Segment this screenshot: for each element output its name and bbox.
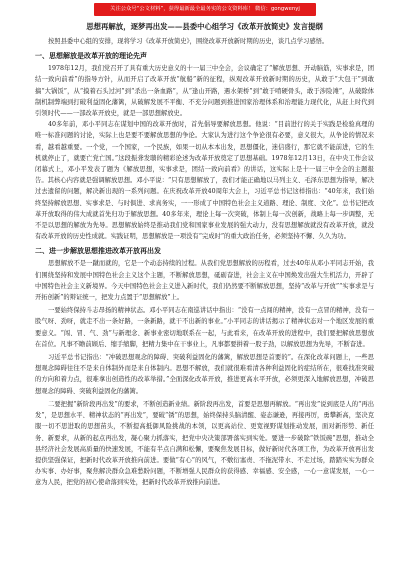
document-page [35,18,374,576]
section-2-paragraph: 二要把握“新阶段再出发”的要求，不断创造新业绩。新阶段再出发，首要是思想再解放。“再出发”说到底是人的“再出发”，是思想水平、精神状态的“再出发”，要破“锈”的思想，始终保持头脑清醒、姿态谦逊，再接再厉，勇攀新高，坚决克服一切不思进取的思想苗头，不断提高抵御风险挑战的本领，以更高站位、更宽视野谋划推动发展，面对新形势、新任务、新要求，从新的起点再出发，凝心聚力抓落实，把党中央决策部署落实到实处。要进一步破除“铁饭碗”思想，推动全县经济社会发展高质量的快速发展，不能有半点自满和松懈，要聚焦发展目标，做好新时代各项工作，为改革开放再出发提供坚强保证，把新时代改革开放推向前进。要做“有心”的风气，不敷衍塞责、不拖泥带水、不走过场，踏踏实实为群众办实事、办好事，聚焦解决群众急难愁盼问题，不断增强人民群众的获得感、幸福感、安全感，一心一意谋发展，一心一意为人民，把党的初心使命落到实处，把新时代改革开放推向前进。 [35,400,374,487]
section-1-paragraph: 40多年前，邓小平同志在谋划中国的改革开放时，首先倡导要解放思想。他说：“目前进行的关于实践是检验真理的唯一标准问题的讨论，实际上也是要不要解放思想的争论。大家认为进行这个争论很有必要，意义很大，从争论的情况来看，越看越重要。一个党，一个国家，一个民族，如果一切从本本出发，思想僵化，迷信盛行，那它就不能前进，它的生机就停止了，就要亡党亡国。”这段振聋发聩的精彩论述为改革开放奠定了思想基础。1978年12月13日，在中央工作会议闭幕式上，邓小平发表了题为《解放思想，实事求是，团结一致向前看》的讲话，这实际上是十一届三中全会的主题报告。其核心内容就是强调解放思想。邓小平说：“只有思想解放了，我们才能正确地以马列主义、毛泽东思想为指导，解决过去遗留的问题，解决新出现的一系列问题。在庆祝改革开放40周年大会上，习近平总书记这样指出：“40年来，我们始终坚持解放思想、实事求是、与时俱进、求真务实，一一形成了中国特色社会主义道路、理论、制度、文化”。总书记把改革开放取得的伟大成就首先归功于解放思想。40多年来，理论上每一次突破，体制上每一次创新，战略上每一步调整，无不是以思想的解放为先导。思想解放始终是推动我们党和国家事业发展的强大动力，没有思想解放就没有改革开放，就没有改革开放的历史性成就。实践证明，思想解放是一项没有“完成时”的重大政治任务，必须坚持不懈、久久为功。 [35,121,374,241]
section-2-paragraph: 思想解放不是一蹴而就的，它是一个动态持续的过程。从我们党思想解放的历程看，过去40年从邓小平同志开始，我们围绕坚持和发展中国特色社会主义这个主题，不断解放思想，砥砺奋进，社会主义在中国焕发出强大生机活力，开辟了中国特色社会主义新境界。今天中国特色社会主义进入新时代，我们仍然要不断解放思想，坚持“改革与开放”“实事求是与开拓创新”的辩证统一，把发力点置于“思想解放”上。 [35,260,374,302]
section-2-paragraph: 习近平总书记指出：“冲破思想观念的障碍、突破利益固化的藩篱，解放思想是首要的”。在深化改革问题上，一些思想观念障碍往往不是来自体制外而是来自体制内。思想不解放，我们就很难看清各种利益固化的症结所在，很难找准突破的方向和着力点，很难拿出创造性的改革举措。”全面深化改革开放，推进更高水平开放，必须更深入地解放思想，冲破思想观念的障碍、突破利益固化的藩篱。 [35,354,374,395]
promo-banner[interactable] [94,3,316,16]
section-2-heading: 二、进一步解放思想推进改革开放再出发 [35,246,161,256]
section-1-heading: 一、思想解放是改革开放的理论先声 [35,51,147,61]
document-intro: 按照县委中心组的安排，现将学习《改革开放简史》，围绕改革开放新时期的历史，谈几点学习感悟。 [48,38,329,45]
section-1-paragraph: 1978年12月，我们党召开了具有重大历史意义的十一届三中全会，会议确定了“解放思想、开动脑筋，实事求是，团结一致向前看”的指导方针，从而开启了改革开放“航船”新的征程，纵观改革开放新时期的历史，从敢于“大包干”到敢搞“大锅饭”，从“摸着石头过河”到“杀出一条血路”，从“逢山开路，遇水架桥”到“敢于啃硬骨头，敢于涉险滩”，从破除体制机制弊端到打破利益固化藩篱，从破解发展不平衡、不充分问题到推进国家治理体系和治理能力现代化，从赶上时代到引领时代——一部改革开放史，就是一部思想解放史。 [35,65,374,118]
section-2-paragraph: 一要始终保持斗志昂扬的精神状态。邓小平同志在南巡讲话中指出：“没有一点闯的精神，没有一点冒的精神，没有一股气呀、劲呀，就走不出一条好路，一条新路，就干不出新的事业。”小平同志的讲话揭示了精神状态对一个地区发展的重要意义。“闯、冒、气、劲”与新理念、新事业密切地联系在一起，与此看来，在改革开放的进程中，我们要把解放思想放在首位。凡事不瞻前顾后、缩手缩脚，把精力集中在干事业上，凡事都要拼着一股子劲，以解放思想为先导，不断奋进。 [35,307,374,348]
document-title: 思想再解放，逐梦再出发——县委中心组学习《改革开放简史》发言提纲 [86,22,323,31]
promo-banner-text: 关注公众号“公文材料”，获得最新最全最务实的公文资料库！ 微信：gongwenyj [110,6,300,12]
